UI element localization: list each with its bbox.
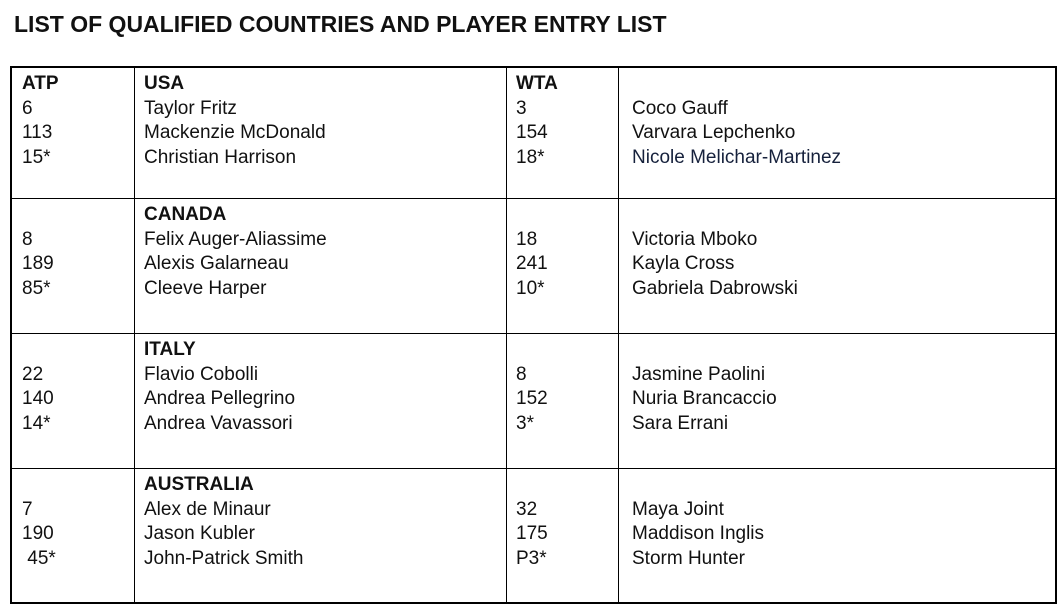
spacer-line xyxy=(632,338,1055,363)
wta-rank: 10* xyxy=(516,277,545,299)
wta-player-name: Coco Gauff xyxy=(632,97,728,119)
wta-rank: 3 xyxy=(516,97,527,119)
qualified-countries-table xyxy=(10,66,1057,604)
atp-rank: 45* xyxy=(22,547,56,569)
atp-rank: 190 xyxy=(22,523,54,544)
canada-wta-players-cell xyxy=(619,199,1055,334)
atp-player-name: Cleeve Harper xyxy=(144,277,267,299)
atp-column-header: ATP xyxy=(22,73,59,94)
wta-player-name: Storm Hunter xyxy=(632,547,745,569)
atp-player-name: Taylor Fritz xyxy=(144,97,237,119)
italy-wta-ranks-cell xyxy=(507,334,619,469)
wta-rank: 18* xyxy=(516,146,545,168)
wta-column-header: WTA xyxy=(516,73,558,94)
atp-rank: 22 xyxy=(22,363,44,385)
australia-wta-ranks-cell xyxy=(507,469,619,602)
page-title: LIST OF QUALIFIED COUNTRIES AND PLAYER ENTRY LIST xyxy=(14,11,667,37)
country-name: ITALY xyxy=(144,339,196,360)
canada-atp-players-cell xyxy=(135,199,507,334)
spacer-line xyxy=(22,473,134,498)
atp-player-name: Alex de Minaur xyxy=(144,498,271,520)
atp-player-name: Felix Auger-Aliassime xyxy=(144,228,327,250)
usa-atp-players-cell xyxy=(135,68,507,199)
wta-rank: 32 xyxy=(516,498,538,520)
atp-rank: 8 xyxy=(22,228,33,250)
spacer-line xyxy=(516,203,618,228)
spacer-line xyxy=(632,203,1055,228)
usa-wta-ranks-cell xyxy=(507,68,619,199)
italy-atp-ranks-cell xyxy=(12,334,135,469)
italy-wta-players-cell xyxy=(619,334,1055,469)
atp-player-name: Alexis Galarneau xyxy=(144,253,289,274)
wta-player-name-highlighted: Nicole Melichar-Martinez xyxy=(632,146,842,168)
atp-player-name: Mackenzie McDonald xyxy=(144,122,326,143)
wta-player-name: Maya Joint xyxy=(632,498,724,520)
usa-wta-players-cell xyxy=(619,68,1055,199)
spacer-line xyxy=(632,473,1055,498)
atp-rank: 189 xyxy=(22,253,54,274)
australia-atp-ranks-cell xyxy=(12,469,135,602)
canada-wta-ranks-cell xyxy=(507,199,619,334)
wta-rank: 241 xyxy=(516,253,548,274)
australia-atp-players-cell xyxy=(135,469,507,602)
atp-player-name: Flavio Cobolli xyxy=(144,363,259,385)
atp-rank: 113 xyxy=(22,122,53,143)
atp-rank: 7 xyxy=(22,498,33,520)
spacer-line xyxy=(22,203,134,228)
usa-atp-ranks-cell xyxy=(12,68,135,199)
atp-rank: 6 xyxy=(22,97,33,119)
country-name: AUSTRALIA xyxy=(144,474,254,495)
spacer-line xyxy=(22,338,134,363)
wta-rank: 8 xyxy=(516,363,527,385)
wta-rank: 154 xyxy=(516,122,548,143)
atp-player-name: Christian Harrison xyxy=(144,146,297,168)
wta-player-name: Jasmine Paolini xyxy=(632,363,766,385)
atp-rank: 140 xyxy=(22,388,54,409)
wta-player-name: Maddison Inglis xyxy=(632,523,765,544)
canada-atp-ranks-cell xyxy=(12,199,135,334)
spacer-line xyxy=(632,72,1055,97)
wta-player-name: Nuria Brancaccio xyxy=(632,388,777,409)
spacer-line xyxy=(516,473,618,498)
atp-player-name: Andrea Vavassori xyxy=(144,412,293,434)
wta-rank: P3* xyxy=(516,547,547,569)
atp-rank: 15* xyxy=(22,146,51,168)
wta-rank: 18 xyxy=(516,228,538,250)
wta-player-name: Kayla Cross xyxy=(632,253,735,274)
atp-player-name: Andrea Pellegrino xyxy=(144,388,296,409)
wta-player-name: Varvara Lepchenko xyxy=(632,122,796,143)
australia-wta-players-cell xyxy=(619,469,1055,602)
wta-player-name: Victoria Mboko xyxy=(632,228,758,250)
country-name: USA xyxy=(144,73,185,94)
atp-player-name: Jason Kubler xyxy=(144,523,255,544)
atp-player-name: John-Patrick Smith xyxy=(144,547,304,569)
wta-rank: 152 xyxy=(516,388,548,409)
wta-player-name: Sara Errani xyxy=(632,412,729,434)
wta-rank: 175 xyxy=(516,523,548,544)
atp-rank: 85* xyxy=(22,277,51,299)
country-name: CANADA xyxy=(144,204,227,225)
wta-player-name: Gabriela Dabrowski xyxy=(632,277,798,299)
italy-atp-players-cell xyxy=(135,334,507,469)
spacer-line xyxy=(516,338,618,363)
wta-rank: 3* xyxy=(516,412,534,434)
atp-rank: 14* xyxy=(22,412,51,434)
